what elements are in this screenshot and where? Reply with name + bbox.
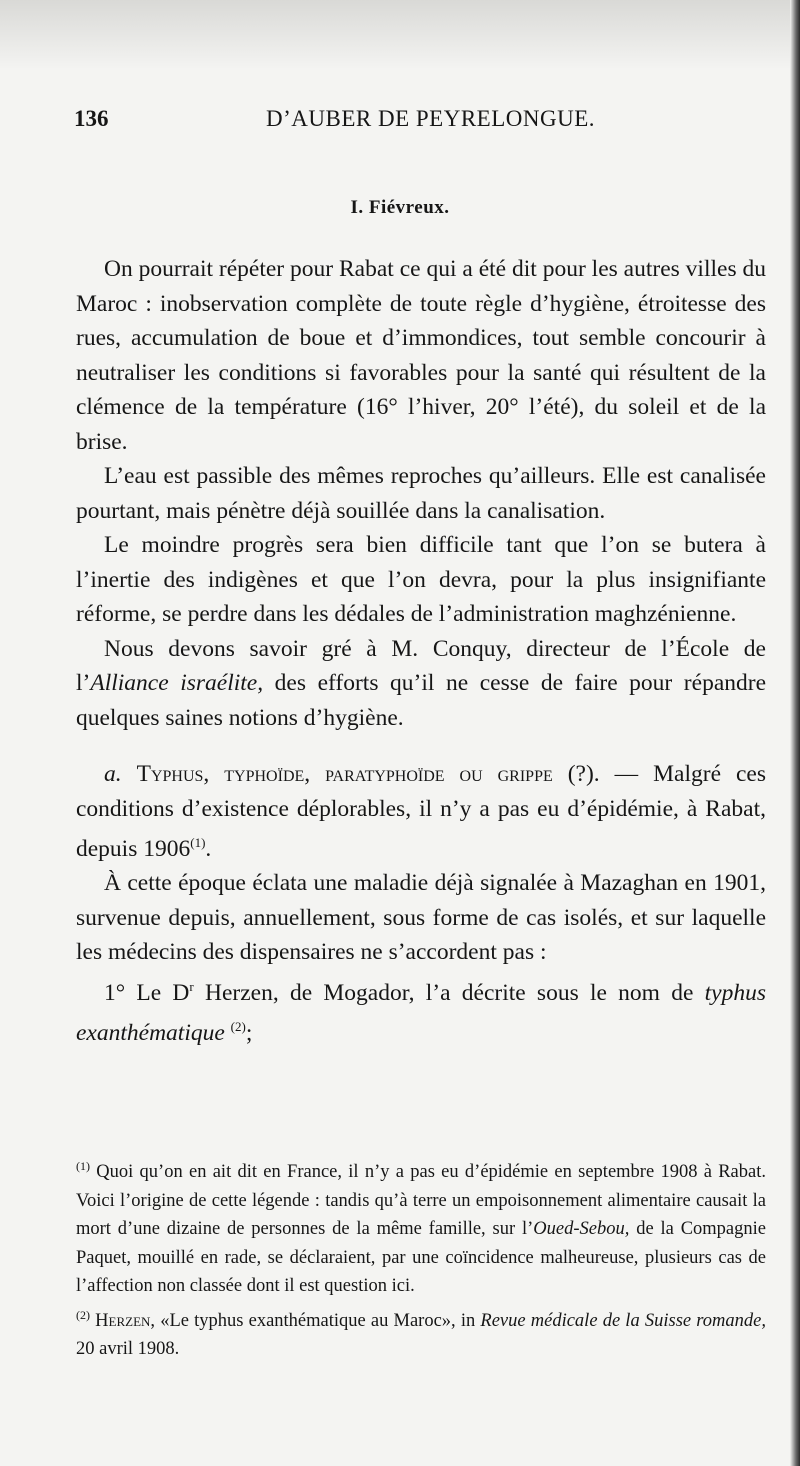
- paragraph-6: À cette époque éclata une maladie déjà signalée à Mazaghan en 1901, survenue depuis, annuellement, sous forme de cas isolés, et sur laquelle les médecins des dispensaires ne s’accordent pas :: [76, 870, 766, 966]
- paragraph-5-text: — Malgré ces conditions d’existence déplorables, il n’y a pas eu d’épidémie, à Rabat, depuis 1906: [76, 761, 766, 862]
- body-text: [76, 252, 766, 1050]
- footnote-1: [76, 1152, 766, 1301]
- footnote-ref-2[interactable]: (2): [230, 1019, 246, 1035]
- paragraph-7-text-a: 1° Le D: [104, 979, 190, 1006]
- paragraph-4: [76, 632, 766, 736]
- paragraph-4-text-a: Nous devons savoir gré à M. Conquy, directeur de l’École de l’: [76, 635, 766, 696]
- page-top-shadow: [0, 0, 800, 70]
- paragraph-3: Le moindre progrès sera bien difficile tant que l’on se butera à l’inertie des indigènes et que l’on devra, pour la plus insignifiante réforme, se perdre dans les dédales de l’administration maghzénienne.: [76, 532, 766, 627]
- footnote-2-text-a: «Le typhus exanthématique au Maroc», in: [155, 1310, 481, 1331]
- footnote-2-author: Herzen,: [90, 1310, 156, 1331]
- paragraph-4-text-b: des efforts qu’il ne cesse de faire pour répandre quelques saines notions d’hygiène.: [76, 670, 767, 731]
- page-number: 136: [74, 106, 109, 131]
- footnote-1-text-a: Quoi qu’on en ait dit en France, il n’y a pas eu d’épidémie en septembre 1908 à Rabat. Voici l’origine de cette légende : tandis qu’à terre un empoisonnement alimentaire causait la mort d’une dizaine de personnes de la même famille, sur l’: [76, 1162, 766, 1240]
- subsection-label: a.: [104, 761, 122, 787]
- paragraph-2: L’eau est passible des mêmes reproches qu’ailleurs. Elle est canalisée pourtant, mais pénètre déjà souillée dans la canalisation.: [76, 463, 766, 524]
- footnote-ref-1[interactable]: (1): [190, 835, 206, 850]
- section-title: I. Fiévreux.: [350, 197, 450, 218]
- footnote-2-text-b: 20 avril 1908.: [76, 1339, 180, 1360]
- footnote-2-mark: (2): [76, 1307, 90, 1322]
- page-edge-shadow: [790, 0, 800, 1466]
- paragraph-5-end: .: [205, 835, 212, 862]
- paragraph-7-sup: r: [189, 978, 194, 994]
- footnote-1-mark: (1): [76, 1159, 90, 1173]
- paragraph-7: [76, 970, 766, 1051]
- footnote-2: [76, 1301, 766, 1364]
- running-head: D’AUBER DE PEYRELONGUE.: [266, 106, 596, 131]
- footnotes: [76, 1152, 766, 1364]
- paragraph-5: [76, 757, 766, 866]
- paragraph-7-text-b: Herzen, de Mogador, l’a décrite sous le nom de: [193, 979, 705, 1006]
- paragraph-1: On pourrait répéter pour Rabat ce qui a été dit pour les autres villes du Maroc : inobservation complète de toute règle d’hygiène, étroitesse des rues, accumulation de boue et d’immondices, tout semble concourir à neutraliser les conditions si favorables pour la santé qui résultent de la clémence de la température (16° l’hiver, 20° l’été), du soleil et de la brise.: [76, 256, 766, 455]
- page-header: [74, 106, 768, 136]
- footnote-1-italic: Oued-Sebou,: [533, 1219, 630, 1240]
- subsection-heading: Typhus, typhoïde, paratyphoïde ou grippe (?).: [136, 761, 600, 787]
- footnote-1-text-b: de la Compagnie Paquet, mouillé en rade, se déclaraient, par une coïncidence malheureuse, plusieurs cas de l’affection non classée dont il est question ici.: [76, 1219, 766, 1297]
- footnote-2-italic: Revue médicale de la Suisse romande,: [480, 1310, 766, 1331]
- paragraph-7-end: ;: [245, 1019, 253, 1046]
- paragraph-7-italic: typhus exanthématique: [76, 979, 766, 1046]
- paragraph-4-italic: Alliance israélite,: [90, 670, 264, 696]
